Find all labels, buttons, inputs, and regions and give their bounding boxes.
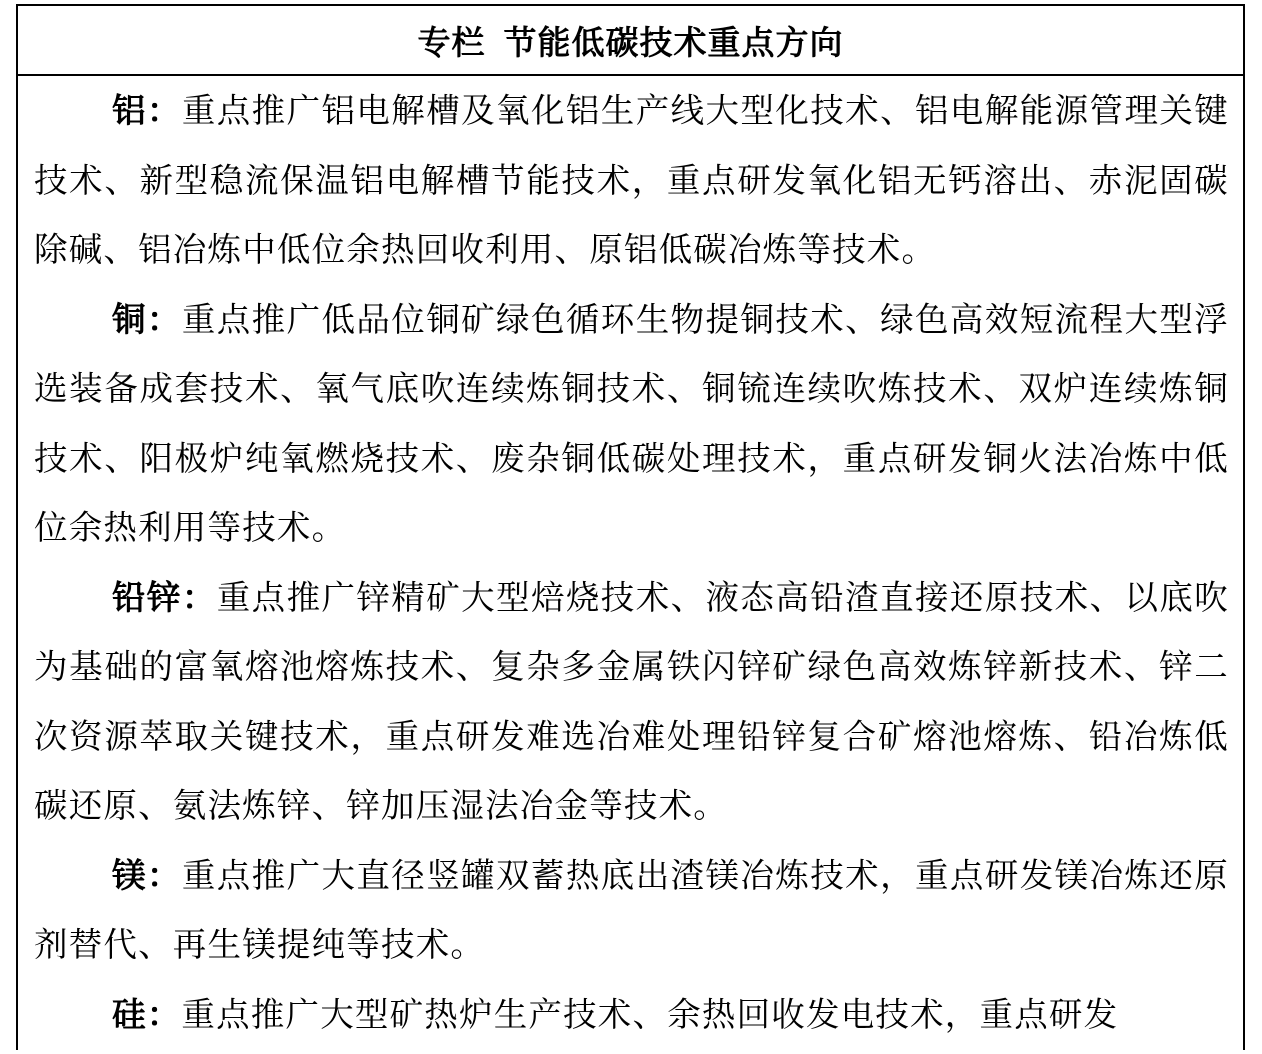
paragraph-lead-aluminum: 铝： — [112, 91, 182, 130]
paragraph-text-leadzinc: 重点推广锌精矿大型焙烧技术、液态高铅渣直接还原技术、以底吹为基础的富氧熔池熔炼技术、复杂多金属铁闪锌矿绿色高效炼锌新技术、锌二次资源萃取关键技术，重点研发难选冶难处理铅锌复合矿熔池熔炼、铅冶炼低碳还原、氨法炼锌、锌加压湿法冶金等技术。 — [34, 577, 1229, 825]
paragraph-lead-copper: 铜： — [112, 299, 182, 339]
paragraph-lead-zinc — [34, 563, 1229, 841]
column-title-row — [18, 6, 1243, 76]
paragraph-text-magnesium: 重点推广大直径竖罐双蓄热底出渣镁冶炼技术，重点研发镁冶炼还原剂替代、再生镁提纯等技术。 — [34, 855, 1229, 964]
column-label: 专栏 — [417, 22, 486, 62]
paragraph-copper — [34, 285, 1229, 563]
paragraph-aluminum — [34, 76, 1229, 285]
paragraph-lead-magnesium: 镁： — [112, 855, 182, 895]
paragraph-text-copper: 重点推广低品位铜矿绿色循环生物提铜技术、绿色高效短流程大型浮选装备成套技术、氧气底吹连续炼铜技术、铜锍连续吹炼技术、双炉连续炼铜技术、阳极炉纯氧燃烧技术、废杂铜低碳处理技术，重点研发铜火法冶炼中低位余热利用等技术。 — [34, 299, 1229, 547]
column-box — [16, 4, 1245, 1050]
paragraph-text-silicon: 重点推广大型矿热炉生产技术、余热回收发电技术，重点研发 — [181, 994, 1119, 1034]
column-title: 节能低碳技术重点方向 — [503, 22, 844, 62]
paragraph-lead-leadzinc: 铅锌： — [112, 577, 217, 617]
paragraph-text-aluminum: 重点推广铝电解槽及氧化铝生产线大型化技术、铝电解能源管理关键技术、新型稳流保温铝电解槽节能技术，重点研发氧化铝无钙溶出、赤泥固碳除碱、铝冶炼中低位余热回收利用、原铝低碳冶炼等技术。 — [34, 91, 1229, 269]
paragraph-silicon — [34, 980, 1229, 1050]
paragraph-lead-silicon: 硅： — [112, 994, 182, 1034]
paragraph-magnesium — [34, 841, 1229, 980]
column-body — [18, 76, 1243, 1049]
